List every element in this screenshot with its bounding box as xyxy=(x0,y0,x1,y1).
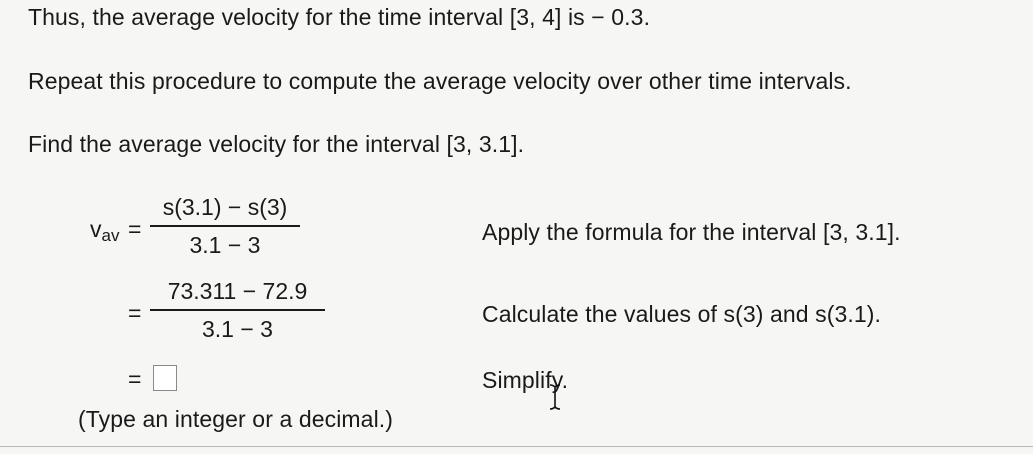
step2-denominator: 3.1 − 3 xyxy=(202,316,273,342)
step3-equals: = xyxy=(128,366,142,392)
velocity-symbol xyxy=(90,216,119,246)
step2-hint: Calculate the values of s(3) and s(3.1). xyxy=(482,301,882,327)
step2-numerator: 73.311 − 72.9 xyxy=(167,278,308,304)
velocity-symbol-v: v xyxy=(90,216,102,242)
task-text: Find the average velocity for the interval [3, 3.1]. xyxy=(28,131,525,157)
step2-fraction xyxy=(150,278,325,343)
step2-fraction-bar xyxy=(150,309,325,311)
answer-instruction-text: (Type an integer or a decimal.) xyxy=(78,406,394,432)
text-cursor-icon xyxy=(548,384,562,410)
bottom-divider xyxy=(0,446,1033,447)
step3-hint: Simplify. xyxy=(482,367,569,393)
step1-hint: Apply the formula for the interval [3, 3.1]. xyxy=(482,219,901,245)
step1-equals: = xyxy=(128,216,142,242)
step1-denominator: 3.1 − 3 xyxy=(189,232,261,258)
step2-equals: = xyxy=(128,300,142,326)
repeat-instruction-text: Repeat this procedure to compute the average velocity over other time intervals. xyxy=(28,68,852,94)
step1-fraction xyxy=(150,194,300,259)
step1-fraction-bar xyxy=(150,225,300,227)
previous-result-text: Thus, the average velocity for the time interval [3, 4] is − 0.3. xyxy=(28,4,651,30)
step1-numerator: s(3.1) − s(3) xyxy=(162,194,288,220)
answer-input[interactable] xyxy=(153,365,177,391)
velocity-subscript: av xyxy=(101,226,120,245)
